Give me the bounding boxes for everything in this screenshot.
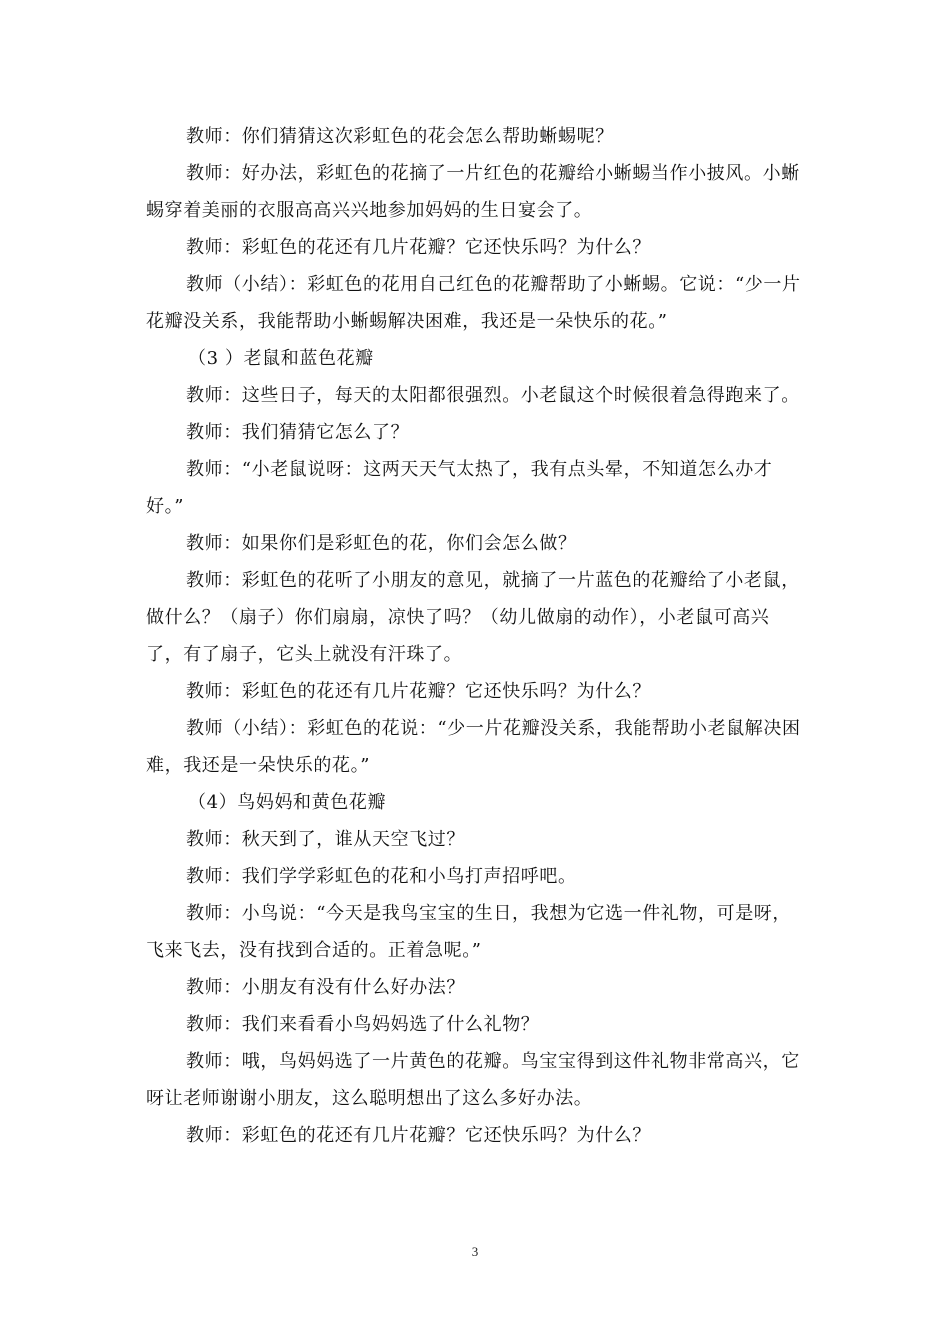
section-heading: （4）鸟妈妈和黄色花瓣 bbox=[188, 792, 387, 813]
paragraph: 教师（小结）：彩虹色的花用自己红色的花瓣帮助了小蜥蜴。它说：“少一片花瓣没关系，我能帮助小蜥蜴解决困难，我还是一朵快乐的花。” bbox=[146, 274, 801, 332]
paragraph: 教师：我们学学彩虹色的花和小鸟打声招呼吧。 bbox=[186, 866, 577, 887]
paragraph: 教师：哦，鸟妈妈选了一片黄色的花瓣。鸟宝宝得到这件礼物非常高兴，它呀让老师谢谢小朋友，这么聪明想出了这么多好办法。 bbox=[146, 1051, 800, 1109]
paragraph: 教师：彩虹色的花还有几片花瓣？它还快乐吗？为什么？ bbox=[186, 681, 651, 702]
paragraph: 教师：“小老鼠说呀：这两天天气太热了，我有点头晕，不知道怎么办才好。” bbox=[146, 459, 773, 517]
paragraph: 教师：你们猜猜这次彩虹色的花会怎么帮助蜥蜴呢？ bbox=[186, 126, 614, 147]
paragraph: 教师：这些日子，每天的太阳都很强烈。小老鼠这个时候很着急得跑来了。 bbox=[186, 385, 800, 406]
paragraph: 教师：彩虹色的花还有几片花瓣？它还快乐吗？为什么？ bbox=[186, 237, 651, 258]
paragraph: 教师：小鸟说：“今天是我鸟宝宝的生日，我想为它选一件礼物，可是呀，飞来飞去，没有找到合适的。正着急呢。” bbox=[146, 903, 791, 961]
paragraph: 教师：好办法，彩虹色的花摘了一片红色的花瓣给小蜥蜴当作小披风。小蜥蜴穿着美丽的衣服高高兴兴地参加妈妈的生日宴会了。 bbox=[146, 163, 800, 221]
paragraph: 教师（小结）：彩虹色的花说：“少一片花瓣没关系，我能帮助小老鼠解决困难，我还是一朵快乐的花。” bbox=[146, 718, 801, 776]
paragraph: 教师：小朋友有没有什么好办法？ bbox=[186, 977, 465, 998]
paragraph: 教师：彩虹色的花还有几片花瓣？它还快乐吗？为什么？ bbox=[186, 1125, 651, 1146]
section-heading: （3 ）老鼠和蓝色花瓣 bbox=[188, 348, 374, 369]
paragraph: 教师：我们来看看小鸟妈妈选了什么礼物？ bbox=[186, 1014, 540, 1035]
paragraph: 教师：彩虹色的花听了小朋友的意见，就摘了一片蓝色的花瓣给了小老鼠，做什么？（扇子）你们扇扇，凉快了吗？（幼儿做扇的动作），小老鼠可高兴了，有了扇子，它头上就没有汗珠了。 bbox=[146, 570, 800, 665]
paragraph: 教师：秋天到了，谁从天空飞过？ bbox=[186, 829, 465, 850]
paragraph: 教师：我们猜猜它怎么了？ bbox=[186, 422, 410, 443]
document-body bbox=[146, 118, 806, 1154]
paragraph: 教师：如果你们是彩虹色的花，你们会怎么做？ bbox=[186, 533, 577, 554]
page-number: 3 bbox=[471, 1244, 479, 1259]
